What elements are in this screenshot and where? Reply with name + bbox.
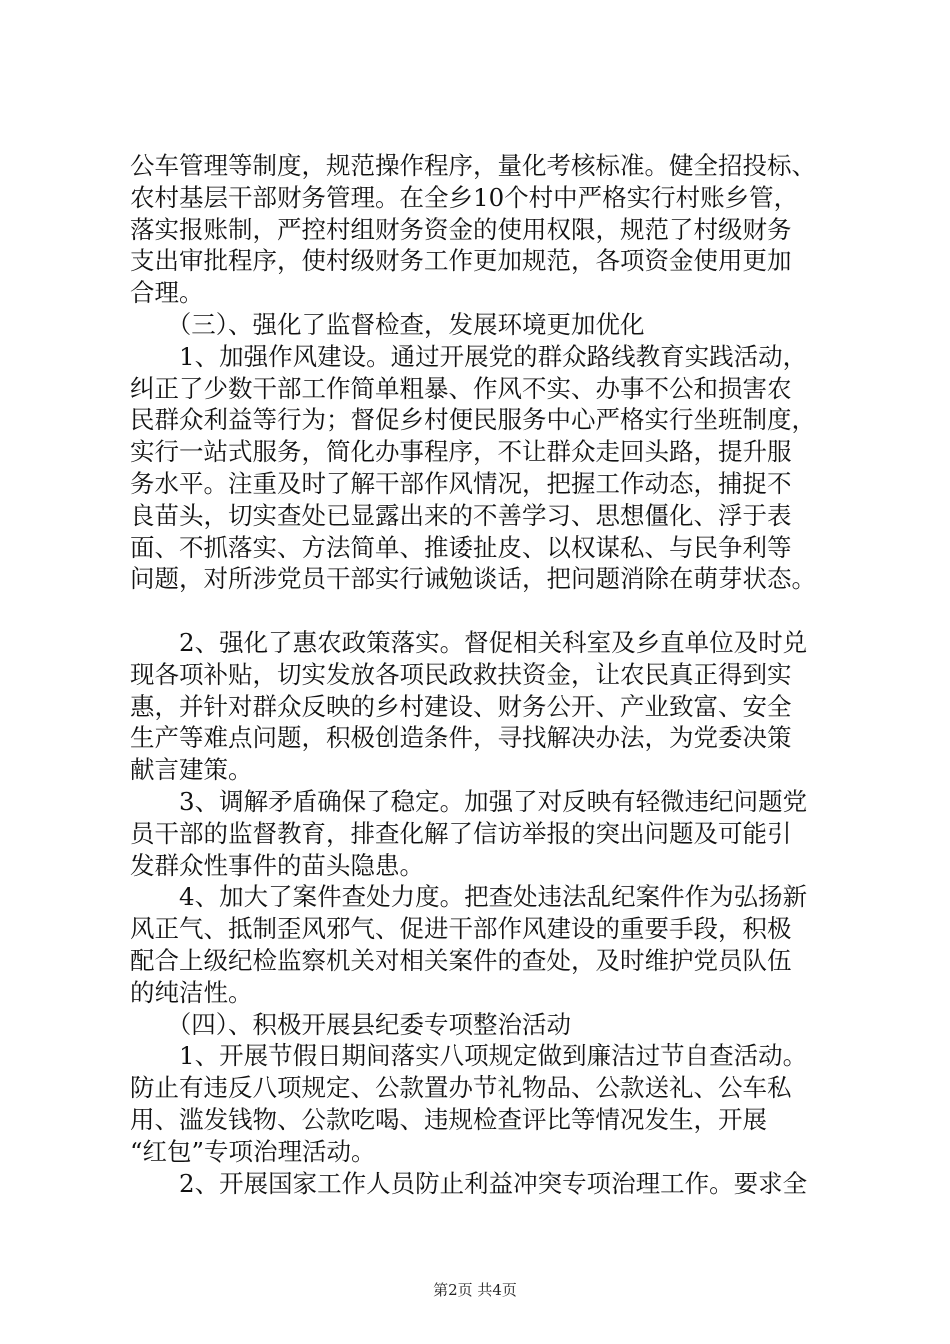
text-line: 生产等难点问题，积极创造条件，寻找解决办法，为党委决策 bbox=[130, 723, 792, 753]
blank-line bbox=[130, 595, 850, 627]
text-line: 4、加大了案件查处力度。把查处违法乱纪案件作为弘扬新 bbox=[130, 882, 808, 912]
text-line: 发群众性事件的苗头隐患。 bbox=[130, 850, 424, 880]
section-heading: （三）、强化了监督检查，发展环境更加优化 bbox=[130, 309, 645, 339]
text-line: 的纯洁性。 bbox=[130, 977, 253, 1007]
section-heading: （四）、积极开展县纪委专项整治活动 bbox=[130, 1009, 571, 1039]
text-line: “红包”专项治理活动。 bbox=[130, 1136, 376, 1166]
text-line: 公车管理等制度，规范操作程序，量化考核标准。健全招投标、 bbox=[130, 151, 816, 180]
text-line: 问题，对所涉党员干部实行诫勉谈话，把问题消除在萌芽状态。 bbox=[130, 564, 816, 594]
text-line: 农村基层干部财务管理。在全乡10个村中严格实行村账乡管， bbox=[130, 182, 799, 212]
text-line: 风正气、抵制歪风邪气、促进干部作风建设的重要手段，积极 bbox=[130, 914, 792, 944]
text-line: 防止有违反八项规定、公款置办节礼物品、公款送礼、公车私 bbox=[130, 1073, 792, 1103]
text-line: 3、调解矛盾确保了稳定。加强了对反映有轻微违纪问题党 bbox=[130, 786, 808, 816]
text-line: 落实报账制，严控村组财务资金的使用权限，规范了村级财务 bbox=[130, 214, 792, 244]
text-line: 用、滥发钱物、公款吃喝、违规检查评比等情况发生，开展 bbox=[130, 1104, 767, 1134]
text-line: 配合上级纪检监察机关对相关案件的查处，及时维护党员队伍 bbox=[130, 945, 792, 975]
text-line: 实行一站式服务，简化办事程序，不让群众走回头路，提升服 bbox=[130, 437, 792, 467]
text-line: 员干部的监督教育，排查化解了信访举报的突出问题及可能引 bbox=[130, 818, 792, 848]
text-line: 支出审批程序，使村级财务工作更加规范，各项资金使用更加 bbox=[130, 246, 792, 276]
text-line: 民群众利益等行为；督促乡村便民服务中心严格实行坐班制度， bbox=[130, 405, 816, 435]
text-line: 务水平。注重及时了解干部作风情况，把握工作动态，捕捉不 bbox=[130, 468, 792, 498]
text-line: 2、开展国家工作人员防止利益冲突专项治理工作。要求全 bbox=[130, 1168, 808, 1198]
text-line: 献言建策。 bbox=[130, 755, 253, 785]
text-line: 纠正了少数干部工作简单粗暴、作风不实、办事不公和损害农 bbox=[130, 373, 792, 403]
text-line: 面、不抓落实、方法简单、推诿扯皮、以权谋私、与民争利等 bbox=[130, 532, 792, 562]
text-line: 现各项补贴，切实发放各项民政救扶资金，让农民真正得到实 bbox=[130, 659, 792, 689]
text-line: 合理。 bbox=[130, 278, 204, 308]
text-line: 1、开展节假日期间落实八项规定做到廉洁过节自查活动。 bbox=[130, 1041, 808, 1071]
text-line: 2、强化了惠农政策落实。督促相关科室及乡直单位及时兑 bbox=[130, 627, 808, 657]
page-number-footer: 第2页 共4页 bbox=[433, 1281, 517, 1299]
document-body bbox=[130, 150, 850, 1199]
text-line: 惠，并针对群众反映的乡村建设、财务公开、产业致富、安全 bbox=[130, 691, 792, 721]
text-line: 1、加强作风建设。通过开展党的群众路线教育实践活动， bbox=[130, 341, 808, 371]
text-line: 良苗头，切实查处已显露出来的不善学习、思想僵化、浮于表 bbox=[130, 500, 792, 530]
